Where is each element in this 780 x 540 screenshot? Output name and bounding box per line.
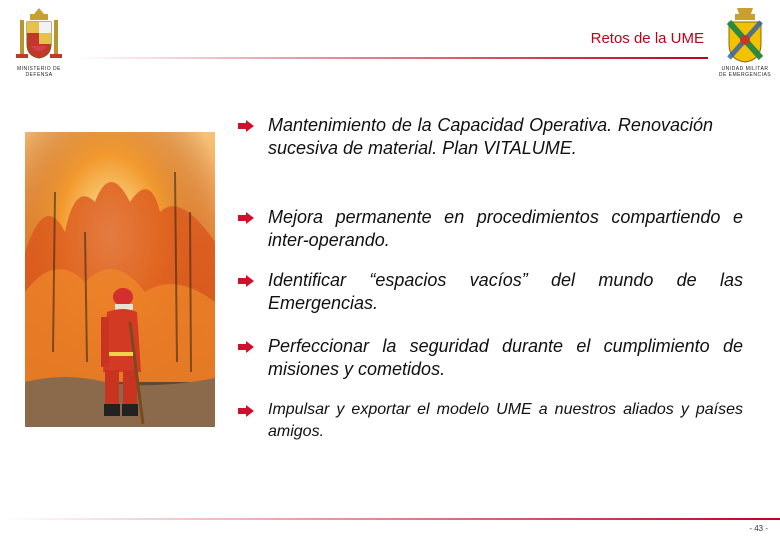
wildfire-firefighter-photo <box>25 132 215 427</box>
ministry-caption-line-2: DEFENSA <box>25 72 53 78</box>
bullet-text: Identificar “espacios vacíos” del mundo de las Emergencias. <box>268 270 743 313</box>
list-item <box>238 399 743 443</box>
list-item <box>238 269 743 315</box>
list-item <box>238 206 743 252</box>
bullet-text: Impulsar y exportar el modelo UME a nuestros aliados y países amigos. <box>268 401 743 440</box>
ministry-of-defense-logo <box>8 6 70 86</box>
page-number: - 43 - <box>749 524 768 533</box>
bullet-text: Mantenimiento de la Capacidad Operativa. Renovación sucesiva de material. Plan VITALUME. <box>268 115 713 158</box>
bullet-text: Mejora permanente en procedimientos compartiendo e inter-operando. <box>268 207 743 250</box>
ume-shield-icon <box>725 6 765 66</box>
red-arrow-bullet-icon <box>238 405 254 417</box>
red-arrow-bullet-icon <box>238 212 254 224</box>
footer-divider <box>0 518 780 520</box>
spain-coat-of-arms-icon <box>16 6 62 66</box>
ume-caption-line-1: UNIDAD MILITAR <box>721 66 769 72</box>
red-arrow-bullet-icon <box>238 120 254 132</box>
ministry-caption-line-1: MINISTERIO DE <box>16 66 61 72</box>
ume-caption-line-2: DE EMERGENCIAS <box>718 72 772 78</box>
bullet-text: Perfeccionar la seguridad durante el cumplimiento de misiones y cometidos. <box>268 336 743 379</box>
list-item <box>238 335 743 381</box>
slide-title: Retos de la UME <box>590 30 704 47</box>
bullet-list <box>238 114 743 440</box>
red-arrow-bullet-icon <box>238 275 254 287</box>
ume-logo <box>714 6 776 86</box>
header-divider <box>76 57 708 59</box>
red-arrow-bullet-icon <box>238 341 254 353</box>
list-item <box>238 114 713 160</box>
